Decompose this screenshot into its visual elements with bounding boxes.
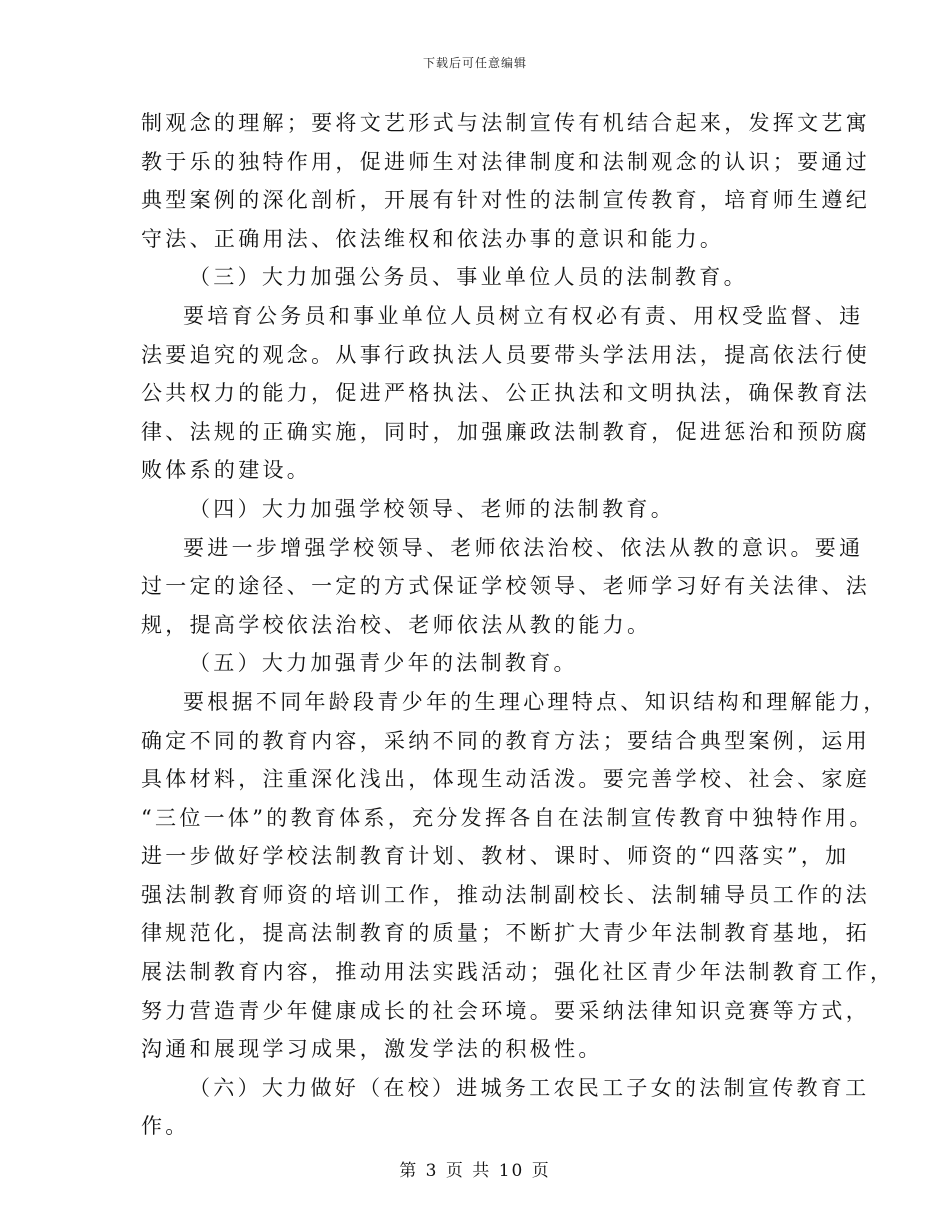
page-header: 下载后可任意编辑 [422,56,527,70]
paragraph-line: 沟通和展现学习成果，激发学法的积极性。 [141,1037,603,1062]
paragraph-line: 规，提高学校依法治校、老师依法从教的能力。 [141,612,652,637]
paragraph-line: 要进一步增强学校领导、老师依法治校、依法从教的意识。要通 [183,535,864,560]
paragraph-line: 典型案例的深化剖析，开展有针对性的法制宣传教育，培育师生遵纪 [141,188,870,213]
paragraph-line: 过一定的途径、一定的方式保证学校领导、老师学习好有关法律、法 [141,574,870,599]
paragraph-line: 公共权力的能力，促进严格执法、公正执法和文明执法，确保教育法 [141,381,870,406]
paragraph-line: 展法制教育内容，推动用法实践活动；强化社区青少年法制教育工作， [141,960,895,985]
paragraph-line: 教于乐的独特作用，促进师生对法律制度和法制观念的认识；要通过 [141,149,870,174]
paragraph-line: 律规范化，提高法制教育的质量；不断扩大青少年法制教育基地，拓 [141,921,870,946]
paragraph-line: 败体系的建设。 [141,458,312,483]
paragraph-line: 制观念的理解；要将文艺形式与法制宣传有机结合起来，发挥文艺寓 [141,111,870,135]
section-heading-line: （四）大力加强学校领导、老师的法制教育。 [189,496,675,521]
paragraph-line: 律、法规的正确实施，同时，加强廉政法制教育，促进惩治和预防腐 [141,419,870,444]
paragraph-line: 具体材料，注重深化浅出，体现生动活泼。要完善学校、社会、家庭 [141,767,870,792]
paragraph-line: 守法、正确用法、依法维权和依法办事的意识和能力。 [141,226,725,251]
paragraph-line: 要根据不同年龄段青少年的生理心理特点、知识结构和理解能力， [183,689,888,714]
paragraph-line: 作。 [141,1114,190,1139]
paragraph-line: “三位一体”的教育体系，充分发挥各自在法制宣传教育中独特作用。 [141,805,874,830]
section-heading-line: （三）大力加强公务员、事业单位人员的法制教育。 [189,265,748,290]
paragraph-line: 进一步做好学校法制教育计划、教材、课时、师资的“四落实”，加 [141,844,850,869]
page-footer: 第 3 页 共 10 页 [399,1161,551,1181]
paragraph-line: 强法制教育师资的培训工作，推动法制副校长、法制辅导员工作的法 [141,882,870,907]
paragraph-line: 法要追究的观念。从事行政执法人员要带头学法用法，提高依法行使 [141,342,870,367]
section-heading-line: （五）大力加强青少年的法制教育。 [189,651,578,676]
paragraph-line: 确定不同的教育内容，采纳不同的教育方法；要结合典型案例，运用 [141,728,870,753]
section-heading-line: （六）大力做好（在校）进城务工农民工子女的法制宣传教育工 [189,1075,870,1100]
paragraph-line: 要培育公务员和事业单位人员树立有权必有责、用权受监督、违 [183,303,864,328]
paragraph-line: 努力营造青少年健康成长的社会环境。要采纳法律知识竞赛等方式， [141,998,870,1023]
document-body [141,104,895,1146]
